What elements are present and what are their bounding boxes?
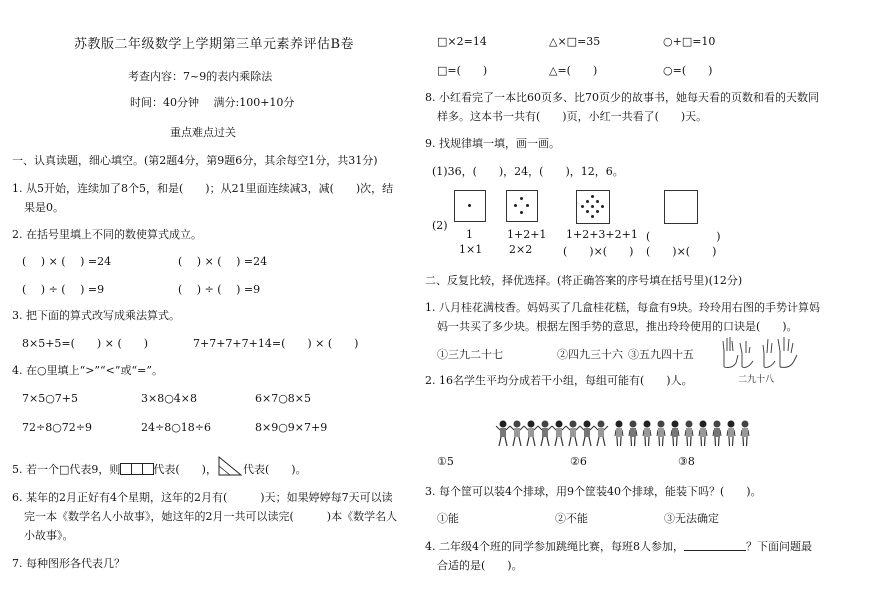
p1-line2: 妈一共买了多少块。根据左图手势的意思，推出玲玲使用的口诀是( )。 (437, 320, 798, 333)
q3-blank-b[interactable]: 7+7+7+7+14=( ) × ( ) (193, 337, 359, 350)
q9-text: 9. 找规律填一填，画一画。 (425, 137, 560, 150)
student-figure (615, 421, 623, 447)
q9-sum-1: 1 (466, 228, 473, 241)
square-row-icon (120, 463, 153, 476)
p1-option-1[interactable]: ①三九二十七 (437, 348, 503, 361)
q7-ans-circle[interactable]: ○=( ) (663, 64, 713, 77)
q9-prod-3[interactable]: ( )×( ) (563, 245, 634, 258)
p1-option-3[interactable]: ③五九四十五 (628, 348, 694, 361)
q2-text: 2. 在括号里填上不同的数使算式成立。 (12, 228, 202, 241)
p2-option-3[interactable]: ③8 (678, 455, 695, 468)
q5-prefix: 5. 若一个□代表9，则 (12, 463, 121, 476)
q4-compare[interactable]: 3×8○4×8 (141, 392, 198, 405)
section-1-heading: 一、认真读题，细心填空。(第2题4分，第9题6分，其余每空1分，共31分) (12, 154, 378, 167)
q7-eq-triangle: △×□=35 (549, 35, 601, 48)
student-figure (538, 421, 552, 447)
q9-prod-4[interactable]: ( )×( ) (646, 245, 717, 258)
q4-text: 4. 在○里填上“>”“<”或“=”。 (12, 364, 163, 377)
q2-blank-a[interactable]: ( ) × ( ) =24 (22, 255, 112, 268)
q7-text: 7. 每种图形各代表几？ (12, 557, 125, 570)
q2-blank-c[interactable]: ( ) ÷ ( ) =9 (22, 283, 105, 296)
q4-compare[interactable]: 6×7○8×5 (255, 392, 312, 405)
q9-sum-3: 1+2+3+2+1 (566, 228, 638, 241)
hand-caption: 二九十八 (738, 375, 775, 385)
q9-sequence: (1)36，( )，24，( )，12，6。 (432, 165, 624, 178)
q7-ans-triangle[interactable]: △=( ) (549, 64, 598, 77)
student-figure (657, 421, 665, 447)
q5-suffix: 代表( )。 (242, 463, 307, 476)
p3-option-1[interactable]: ①能 (437, 512, 459, 525)
q4-compare[interactable]: 7×5○7+5 (22, 392, 79, 405)
q7-ans-square[interactable]: □=( ) (437, 64, 488, 77)
p4-line2: 合适的是( )。 (437, 559, 523, 572)
student-figure (566, 421, 580, 447)
student-figure (727, 421, 735, 447)
q4-compare[interactable]: 24÷8○18÷6 (141, 421, 212, 434)
student-figure (643, 421, 651, 447)
q7-eq-square: □×2=14 (437, 35, 487, 48)
dot-pattern-1 (454, 190, 486, 222)
q6-line1: 6. 某年的2月正好有4个星期，这年的2月有( )天；如果婷婷每7天可以读 (12, 491, 393, 504)
student-figure (510, 421, 524, 447)
p3-option-2[interactable]: ②不能 (555, 512, 588, 525)
student-figure (629, 421, 637, 447)
p1-option-2[interactable]: ②四九三十六 (557, 348, 623, 361)
student-figure (496, 421, 510, 447)
q2-blank-b[interactable]: ( ) × ( ) =24 (178, 255, 268, 268)
q8-line2: 样多。这本书一共有( )页，小红一共看了( )天。 (437, 110, 708, 123)
paper-title: 苏教版二年级数学上学期第三单元素养评估B卷 (74, 37, 355, 52)
student-figure (741, 421, 749, 447)
q3-text: 3. 把下面的算式改写成乘法算式。 (12, 309, 180, 322)
student-figure (699, 421, 707, 447)
empty-drawing-box[interactable] (664, 190, 698, 224)
student-figure (580, 421, 594, 447)
q9-sum-2: 1+2+1 (507, 228, 547, 241)
p2-option-2[interactable]: ②6 (570, 455, 587, 468)
student-figure (685, 421, 693, 447)
student-figure (671, 421, 679, 447)
dot-pattern-3 (576, 190, 610, 224)
q7-eq-circle: ○+□=10 (663, 35, 716, 48)
section-2-heading: 二、反复比较，择优选择。(将正确答案的序号填在括号里)(12分) (425, 274, 743, 287)
p2-option-1[interactable]: ①5 (437, 455, 454, 468)
dot-pattern-2 (506, 190, 538, 222)
q9-prod-1: 1×1 (459, 243, 483, 256)
p2-text: 2. 16名学生平均分成若干小组，每组可能有( )人。 (425, 374, 693, 387)
q9-sum-4[interactable]: ( ) (646, 230, 721, 243)
q5-middle: 代表( )， (153, 463, 217, 476)
q1-line2: 果是0。 (24, 201, 64, 214)
section-subtitle: 重点难点过关 (170, 126, 236, 139)
student-figure (524, 421, 538, 447)
p3-option-3[interactable]: ③无法确定 (664, 512, 719, 525)
p4-blank-line[interactable] (684, 541, 746, 551)
exam-time: 时间：40分钟 满分:100+10分 (130, 96, 295, 109)
p4-line1-suffix: ？下面问题最 (746, 540, 812, 553)
triangle-icon (217, 455, 243, 477)
p3-text: 3. 每个筐可以装4个排球，用9个筐装40个排球，能装下吗？( )。 (425, 485, 762, 498)
hand-gesture-icon (720, 333, 800, 369)
q6-line2: 完一本《数学名人小故事》，她这年的2月一共可以读完( )本《数学名人 (24, 510, 398, 523)
q9-prod-2: 2×2 (509, 243, 533, 256)
exam-scope: 考查内容：7~9的表内乘除法 (128, 70, 273, 83)
student-figure (713, 421, 721, 447)
students-image (494, 418, 754, 451)
q2-blank-d[interactable]: ( ) ÷ ( ) =9 (178, 283, 261, 296)
p1-line1: 1. 八月桂花满枝香。妈妈买了几盒桂花糕，每盒有9块。玲玲用右图的手势计算妈 (425, 301, 820, 314)
q8-line1: 8. 小红看完了一本比60页多、比70页少的故事书，她每天看的页数和看的天数同 (425, 91, 819, 104)
p4-line1-prefix: 4. 二年级4个班的同学参加跳绳比赛，每班8人参加， (425, 540, 684, 553)
q4-compare[interactable]: 8×9○9×7+9 (255, 421, 328, 434)
student-figure (594, 421, 608, 447)
q6-line3: 小故事》。 (24, 529, 74, 542)
q4-compare[interactable]: 72÷8○72÷9 (22, 421, 93, 434)
q1-line1: 1. 从5开始，连续加了8个5，和是( )；从21里面连续减3，减( )次，结 (12, 182, 394, 195)
q3-blank-a[interactable]: 8×5+5=( ) × ( ) (22, 337, 149, 350)
q5-line (12, 455, 307, 477)
p4-line1 (425, 538, 812, 554)
student-figure (552, 421, 566, 447)
q9-part2-label: (2) (432, 219, 448, 232)
